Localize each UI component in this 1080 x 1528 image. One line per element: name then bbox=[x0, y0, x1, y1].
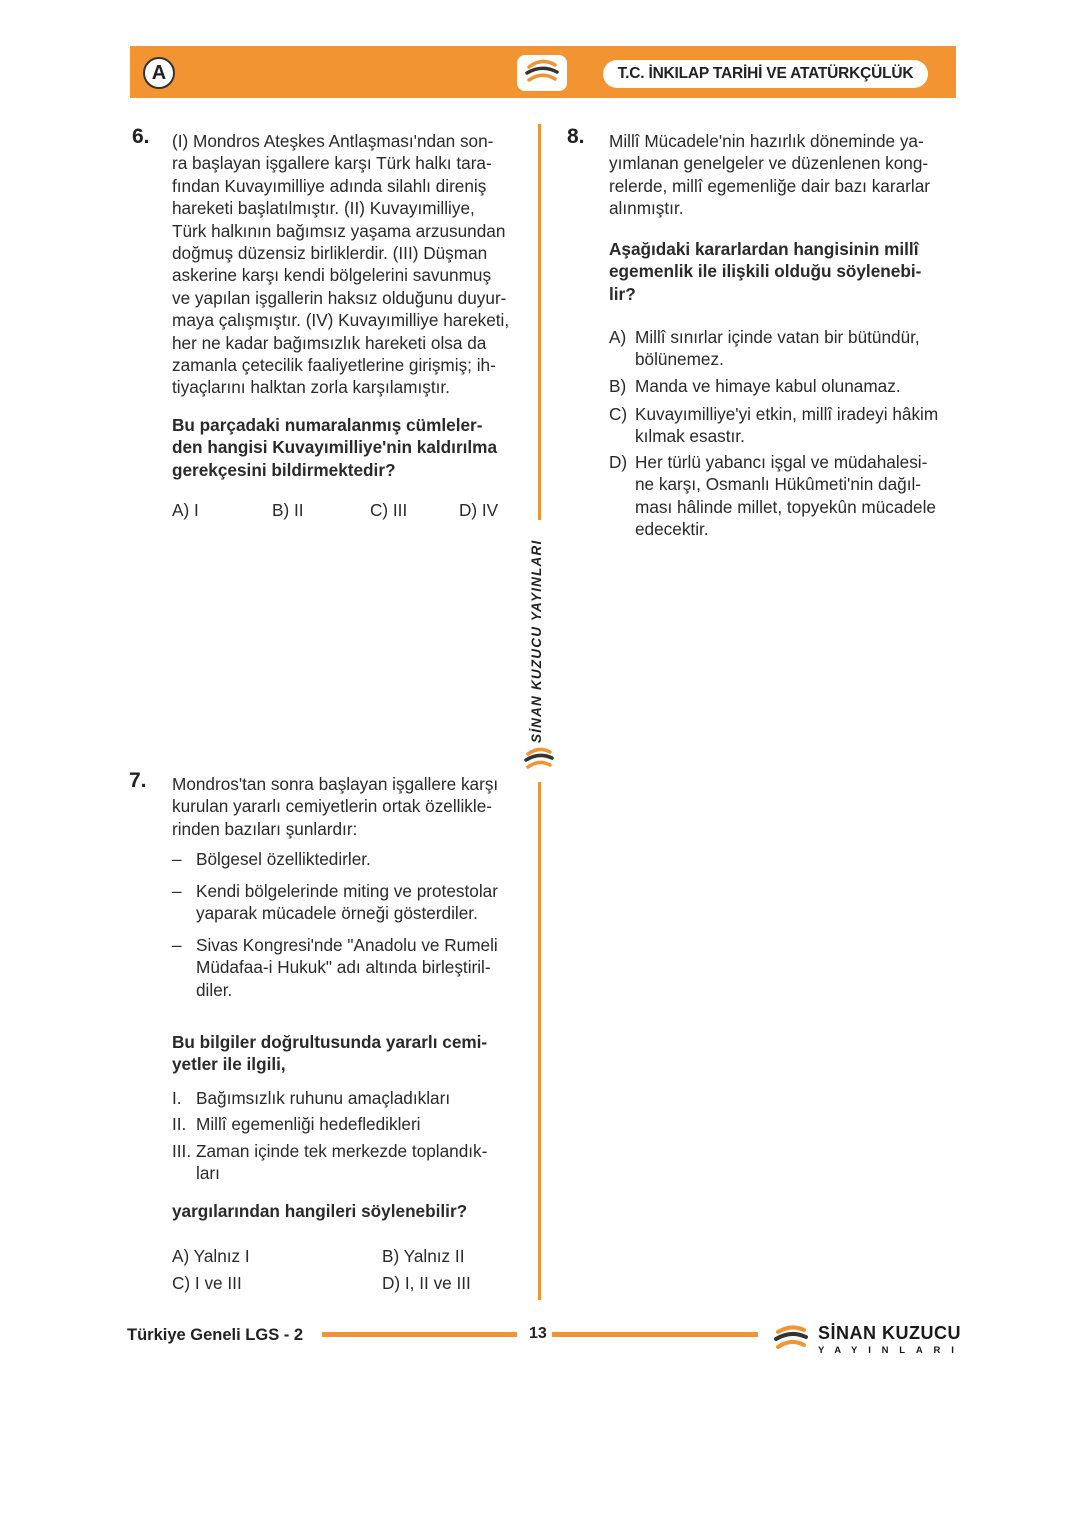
footer-rule-right bbox=[552, 1332, 758, 1337]
option-line: ne karşı, Osmanlı Hükûmeti'nin dağıl- bbox=[635, 474, 922, 495]
q7-statement-2 bbox=[196, 1113, 526, 1135]
bullet-line: yaparak mücadele örneği gösterdiler. bbox=[196, 903, 478, 924]
footer-rule-left bbox=[322, 1332, 517, 1337]
option-line: Her türlü yabancı işgal ve müdahalesi- bbox=[635, 452, 928, 472]
q7-statement-2-numeral: II. bbox=[172, 1114, 187, 1134]
stem-line: yetler ile ilgili, bbox=[172, 1054, 286, 1075]
booklet-letter-badge: A bbox=[143, 57, 175, 89]
q7-statement-1 bbox=[196, 1087, 526, 1109]
q6-option-d[interactable]: D) IV bbox=[459, 500, 499, 520]
statement-line: Millî egemenliği hedefledikleri bbox=[196, 1114, 421, 1134]
q7-statement-3 bbox=[196, 1140, 526, 1185]
bullet-line: Bölgesel özelliktedirler. bbox=[196, 849, 371, 869]
column-divider-bottom bbox=[538, 782, 541, 1300]
q8-option-b-letter[interactable]: B) bbox=[609, 376, 627, 396]
option-line: edecektir. bbox=[635, 519, 709, 540]
q6-option-b[interactable]: B) II bbox=[272, 500, 304, 520]
passage-line: hareketi başlatılmıştır. (II) Kuvayımilliye, bbox=[172, 198, 475, 219]
q8-option-a[interactable] bbox=[635, 326, 965, 371]
q8-option-d[interactable] bbox=[635, 451, 965, 541]
brand-name: SİNAN KUZUCU bbox=[818, 1323, 961, 1343]
q8-option-c-letter[interactable]: C) bbox=[609, 404, 628, 424]
question-6-stem bbox=[172, 414, 522, 481]
intro-line: Millî Mücadele'nin hazırlık döneminde ya- bbox=[609, 131, 924, 151]
stem-line: Aşağıdaki kararlardan hangisinin millî bbox=[609, 239, 919, 259]
q7-option-c[interactable]: C) I ve III bbox=[172, 1273, 242, 1293]
q6-option-a[interactable]: A) I bbox=[172, 500, 199, 520]
q8-option-b[interactable] bbox=[635, 375, 965, 397]
question-6-number: 6. bbox=[132, 125, 150, 148]
q8-option-c[interactable] bbox=[635, 403, 965, 448]
passage-line: (I) Mondros Ateşkes Antlaşması'ndan son- bbox=[172, 131, 494, 151]
passage-line: tiyaçlarını halktan zorla karşılamıştır. bbox=[172, 377, 450, 398]
brand-subtitle: YAYINLARI bbox=[818, 1345, 965, 1356]
option-line: bölünemez. bbox=[635, 349, 724, 370]
stem-line: gerekçesini bildirmektedir? bbox=[172, 459, 396, 480]
question-7-intro bbox=[172, 773, 522, 840]
option-line: Kuvayımilliye'yi etkin, millî iradeyi hâkim bbox=[635, 404, 939, 424]
intro-line: alınmıştır. bbox=[609, 198, 684, 219]
q8-option-d-letter[interactable]: D) bbox=[609, 452, 628, 472]
statement-line: Zaman içinde tek merkezde toplandık- bbox=[196, 1141, 488, 1161]
statement-line: ları bbox=[196, 1163, 220, 1184]
question-6-passage bbox=[172, 130, 517, 399]
question-7-closing: yargılarından hangileri söylenebilir? bbox=[172, 1201, 468, 1221]
passage-line: askerine karşı kendi bölgelerini savunmuş bbox=[172, 265, 492, 286]
bullet-line: diler. bbox=[196, 979, 233, 1000]
bullet-line: Kendi bölgelerinde miting ve protestolar bbox=[196, 881, 498, 901]
q7-statement-1-numeral: I. bbox=[172, 1088, 182, 1108]
passage-line: Türk halkının bağımsız yaşama arzusundan bbox=[172, 220, 506, 241]
q7-bullet-3 bbox=[196, 934, 526, 1001]
bullet-line: Müdafaa-i Hukuk" adı altında birleştiril- bbox=[196, 957, 491, 978]
stem-line: Bu parçadaki numaralanmış cümleler- bbox=[172, 415, 483, 435]
option-line: ması hâlinde millet, topyekûn mücadele bbox=[635, 496, 936, 517]
q7-option-a[interactable]: A) Yalnız I bbox=[172, 1246, 250, 1266]
passage-line: maya çalışmıştır. (IV) Kuvayımilliye hareketi, bbox=[172, 310, 510, 331]
question-8-intro bbox=[609, 130, 959, 220]
sinan-kuzucu-logo-icon bbox=[518, 744, 560, 776]
intro-line: rinden bazıları şunlardır: bbox=[172, 818, 358, 839]
passage-line: doğmuş düzensiz birliklerdir. (III) Düşman bbox=[172, 243, 488, 264]
option-line: kılmak esastır. bbox=[635, 426, 745, 447]
passage-line: her ne kadar bağımsızlık hareketi olsa da bbox=[172, 332, 487, 353]
passage-line: ve yapılan işgallerin haksız olduğunu duyur- bbox=[172, 287, 507, 308]
subject-title: T.C. İNKILAP TARİHİ VE ATATÜRKÇÜLÜK bbox=[603, 60, 928, 88]
option-line: Manda ve himaye kabul olunamaz. bbox=[635, 376, 901, 396]
stem-line: Bu bilgiler doğrultusunda yararlı cemi- bbox=[172, 1032, 488, 1052]
sinan-kuzucu-logo-icon bbox=[517, 55, 567, 91]
q6-option-c[interactable]: C) III bbox=[370, 500, 408, 520]
q8-option-a-letter[interactable]: A) bbox=[609, 327, 627, 347]
sinan-kuzucu-logo-icon bbox=[768, 1322, 814, 1356]
stem-line: lir? bbox=[609, 283, 636, 304]
option-line: Millî sınırlar içinde vatan bir bütündür, bbox=[635, 327, 920, 347]
q7-option-b[interactable]: B) Yalnız II bbox=[382, 1246, 465, 1266]
question-8-stem bbox=[609, 238, 959, 305]
page-number: 13 bbox=[529, 1325, 547, 1342]
q7-bullet-2 bbox=[196, 880, 526, 925]
bullet-dash: – bbox=[172, 881, 182, 901]
q7-bullet-1 bbox=[196, 848, 526, 870]
intro-line: kurulan yararlı cemiyetlerin ortak özellikle- bbox=[172, 796, 492, 817]
question-8-number: 8. bbox=[567, 125, 585, 148]
bullet-dash: – bbox=[172, 935, 182, 955]
stem-line: egemenlik ile ilişkili olduğu söylenebi- bbox=[609, 261, 922, 282]
statement-line: Bağımsızlık ruhunu amaçladıkları bbox=[196, 1088, 451, 1108]
q7-option-d[interactable]: D) I, II ve III bbox=[382, 1273, 471, 1293]
exam-name: Türkiye Geneli LGS - 2 bbox=[127, 1326, 304, 1344]
bullet-line: Sivas Kongresi'nde "Anadolu ve Rumeli bbox=[196, 935, 498, 955]
intro-line: yımlanan genelgeler ve düzenlenen kong- bbox=[609, 153, 929, 174]
bullet-dash: – bbox=[172, 849, 182, 869]
passage-line: fından Kuvayımilliye adında silahlı direniş bbox=[172, 175, 487, 196]
column-divider-top bbox=[538, 124, 541, 520]
intro-line: relerde, millî egemenliğe dair bazı kararlar bbox=[609, 175, 930, 196]
stem-line: den hangisi Kuvayımilliye'nin kaldırılma bbox=[172, 437, 498, 458]
question-7-stem bbox=[172, 1031, 522, 1076]
intro-line: Mondros'tan sonra başlayan işgallere karşı bbox=[172, 774, 499, 794]
passage-line: zamanla çetecilik faaliyetlerine girişmiş; ih- bbox=[172, 355, 496, 376]
passage-line: ra başlayan işgallere karşı Türk halkı tara- bbox=[172, 153, 492, 174]
q7-statement-3-numeral: III. bbox=[172, 1141, 192, 1161]
question-7-number: 7. bbox=[129, 769, 147, 792]
publisher-vertical-label: SİNAN KUZUCU YAYINLARI bbox=[529, 539, 544, 743]
